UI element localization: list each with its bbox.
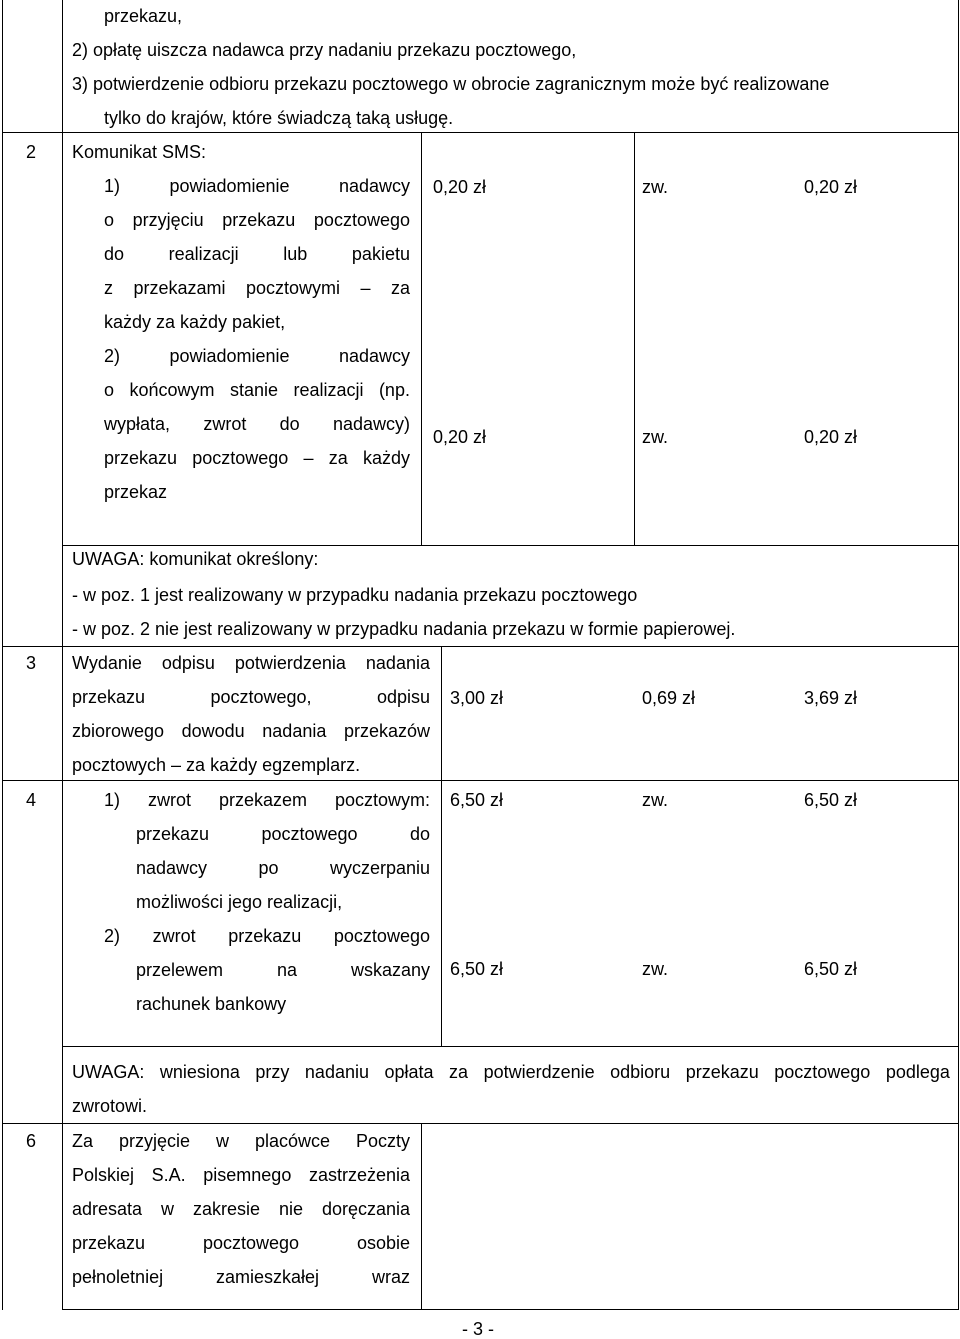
- word: Wydanie: [72, 653, 142, 673]
- word: pocztowego: [202, 1233, 300, 1253]
- gross-price: 6,50 zł: [804, 959, 858, 979]
- word: pełnoletniej: [72, 1267, 164, 1287]
- net-price: 3,00 zł: [450, 688, 504, 708]
- gross-price: 0,20 zł: [804, 177, 858, 197]
- vat-value: zw.: [642, 427, 669, 447]
- text-line: [136, 994, 286, 1014]
- word: nadania: [365, 653, 430, 673]
- word: nie: [278, 1199, 303, 1219]
- word: zastrzeżenia: [308, 1165, 410, 1185]
- word: pocztowych – za każdy egzemplarz.: [72, 755, 361, 775]
- text-line: [104, 926, 430, 946]
- word: o: [104, 380, 115, 400]
- word: zamieszkałej: [216, 1267, 320, 1287]
- word: zakresie: [192, 1199, 260, 1219]
- net-price: 6,50 zł: [450, 790, 504, 810]
- text-line: [104, 790, 430, 810]
- word: pocztowego: [261, 824, 358, 844]
- word: wyczerpaniu: [329, 858, 430, 878]
- word: przekazu: [72, 687, 146, 707]
- vat-value: zw.: [642, 790, 669, 810]
- word: realizacji: [293, 380, 364, 400]
- net-price: 6,50 zł: [450, 959, 504, 979]
- word: 1): [104, 790, 121, 810]
- text-line: [72, 687, 430, 707]
- word: przekazem: [218, 790, 307, 810]
- word: do: [279, 414, 300, 434]
- row1-text-line: 3) potwierdzenie odbioru przekazu pocztowego w obrocie zagranicznym może być realizowane: [72, 74, 830, 94]
- word: za: [328, 448, 348, 468]
- word: pocztowego,: [210, 687, 312, 707]
- note-line: - w poz. 1 jest realizowany w przypadku nadania przekazu pocztowego: [72, 585, 638, 605]
- word: po: [258, 858, 279, 878]
- text-line: [72, 1062, 950, 1082]
- word: do: [409, 824, 430, 844]
- word: w: [215, 1131, 229, 1151]
- text-line: [104, 482, 167, 502]
- word: zbiorowego: [72, 721, 165, 741]
- word: nadaniu: [304, 1062, 369, 1082]
- word: odpisu: [161, 653, 215, 673]
- text-line: [104, 244, 410, 264]
- vat-value: zw.: [642, 959, 669, 979]
- word: powiadomienie: [169, 346, 290, 366]
- word: pocztowego: [774, 1062, 871, 1082]
- word: przekazami: [133, 278, 226, 298]
- word: przekazu: [136, 824, 210, 844]
- word: przelewem: [136, 960, 224, 980]
- column-divider-number: [62, 0, 63, 1310]
- gross-price: 3,69 zł: [804, 688, 858, 708]
- word: adresata: [72, 1199, 143, 1219]
- vat-value: 0,69 zł: [642, 688, 696, 708]
- text-line: [104, 312, 285, 332]
- word: zwrot: [203, 414, 247, 434]
- text-line: [72, 1267, 410, 1287]
- word: dowodu: [181, 721, 245, 741]
- word: przekazu: [104, 448, 178, 468]
- word: przekazu: [222, 210, 296, 230]
- word: S.A.: [151, 1165, 186, 1185]
- word: pocztowego: [333, 926, 430, 946]
- word: nadawcy: [338, 176, 410, 196]
- column-divider-description: [441, 646, 442, 1046]
- word: pocztowymi: [245, 278, 340, 298]
- row-number: 3: [26, 653, 37, 673]
- word: wniesiona: [159, 1062, 240, 1082]
- word: nadawcy: [338, 346, 410, 366]
- word: Poczty: [355, 1131, 410, 1151]
- word: potwierdzenia: [234, 653, 346, 673]
- word: nadawcy: [136, 858, 208, 878]
- word: stanie: [229, 380, 278, 400]
- text-line: [104, 210, 410, 230]
- row1-text-line: 2) opłatę uiszcza nadawca przy nadaniu przekazu pocztowego,: [72, 40, 577, 60]
- word: pakietu: [351, 244, 410, 264]
- word: możliwości jego realizacji,: [136, 892, 343, 912]
- word: lub: [283, 244, 308, 264]
- word: nadawcy): [332, 414, 410, 434]
- word: pocztowego: [313, 210, 410, 230]
- page-number: - 3 -: [462, 1319, 495, 1339]
- text-line: [104, 176, 410, 196]
- text-line: [104, 414, 410, 434]
- word: końcowym: [129, 380, 215, 400]
- word: 1): [104, 176, 121, 196]
- gross-price: 0,20 zł: [804, 427, 858, 447]
- word: 2): [104, 926, 121, 946]
- word: rachunek bankowy: [136, 994, 287, 1014]
- text-line: [72, 1233, 410, 1253]
- word: Za: [72, 1131, 94, 1151]
- word: pocztowym:: [334, 790, 430, 810]
- word: przekazu: [228, 926, 302, 946]
- row-title: Komunikat SMS:: [72, 142, 207, 162]
- text-line: [72, 1199, 410, 1219]
- word: z: [104, 278, 113, 298]
- net-price: 0,20 zł: [433, 427, 487, 447]
- word: nadania: [262, 721, 327, 741]
- text-line: [104, 380, 410, 400]
- word: placówce: [254, 1131, 330, 1151]
- row-number: 4: [26, 790, 37, 810]
- text-line: [72, 755, 360, 775]
- word: pisemnego: [203, 1165, 292, 1185]
- row-separator: [2, 132, 958, 133]
- word: podlega: [885, 1062, 950, 1082]
- note-line: - w poz. 2 nie jest realizowany w przypadku nadania przekazu w formie papierowej.: [72, 619, 736, 639]
- word: UWAGA:: [72, 1062, 145, 1082]
- word: każdy za każdy pakiet,: [104, 312, 286, 332]
- word: wypłata,: [104, 414, 171, 434]
- word: w: [161, 1199, 175, 1219]
- word: (np.: [378, 380, 410, 400]
- word: wskazany: [350, 960, 430, 980]
- table-right-border: [958, 0, 959, 1310]
- word: przyjęcie: [118, 1131, 191, 1151]
- text-line: [136, 824, 430, 844]
- word: zwrot: [152, 926, 196, 946]
- word: osobie: [356, 1233, 410, 1253]
- word: przekazu: [685, 1062, 759, 1082]
- word: doręczania: [321, 1199, 410, 1219]
- word: za: [390, 278, 410, 298]
- table-bottom-border: [62, 1309, 958, 1310]
- word: do: [104, 244, 125, 264]
- row-number: 6: [26, 1131, 37, 1151]
- row-separator: [62, 545, 958, 546]
- note-line: UWAGA: komunikat określony:: [72, 549, 319, 569]
- word: Polskiej: [72, 1165, 135, 1185]
- text-line: [136, 960, 430, 980]
- word: wraz: [371, 1267, 410, 1287]
- word: realizacji: [168, 244, 239, 264]
- text-line: [72, 1131, 410, 1151]
- table-left-border: [2, 0, 3, 1310]
- row-number: 2: [26, 142, 37, 162]
- word: potwierdzenie: [483, 1062, 595, 1082]
- word: pocztowego: [192, 448, 289, 468]
- text-line: [104, 346, 410, 366]
- row-separator: [62, 1046, 958, 1047]
- word: zwrot: [147, 790, 191, 810]
- column-divider-net: [634, 132, 635, 545]
- text-line: [72, 1165, 410, 1185]
- word: opłata: [384, 1062, 434, 1082]
- word: za: [449, 1062, 469, 1082]
- word: na: [276, 960, 298, 980]
- word: odbioru: [610, 1062, 671, 1082]
- text-line: [104, 448, 410, 468]
- word: każdy: [362, 448, 410, 468]
- word: 2): [104, 346, 121, 366]
- text-line: [72, 721, 430, 741]
- text-line: [104, 278, 410, 298]
- net-price: 0,20 zł: [433, 177, 487, 197]
- word: przekaz: [104, 482, 168, 502]
- word: o: [104, 210, 115, 230]
- word: przy: [255, 1062, 290, 1082]
- row-separator: [2, 646, 958, 647]
- word: powiadomienie: [169, 176, 290, 196]
- text-line: [72, 653, 430, 673]
- vat-value: zw.: [642, 177, 669, 197]
- word: –: [303, 448, 314, 468]
- column-divider-description: [421, 132, 422, 545]
- text-line: [136, 892, 342, 912]
- word: przekazów: [343, 721, 430, 741]
- text-line: [72, 1096, 147, 1116]
- row-separator: [2, 1123, 958, 1124]
- word: odpisu: [376, 687, 430, 707]
- text-line: [136, 858, 430, 878]
- word: –: [360, 278, 371, 298]
- word: przyjęciu: [132, 210, 204, 230]
- word: przekazu: [72, 1233, 146, 1253]
- gross-price: 6,50 zł: [804, 790, 858, 810]
- row-separator: [2, 780, 958, 781]
- word: zwrotowi.: [72, 1096, 148, 1116]
- row1-text-line: tylko do krajów, które świadczą taką usługę.: [104, 108, 454, 128]
- row1-text-line: przekazu,: [104, 6, 183, 26]
- column-divider-description: [421, 1123, 422, 1310]
